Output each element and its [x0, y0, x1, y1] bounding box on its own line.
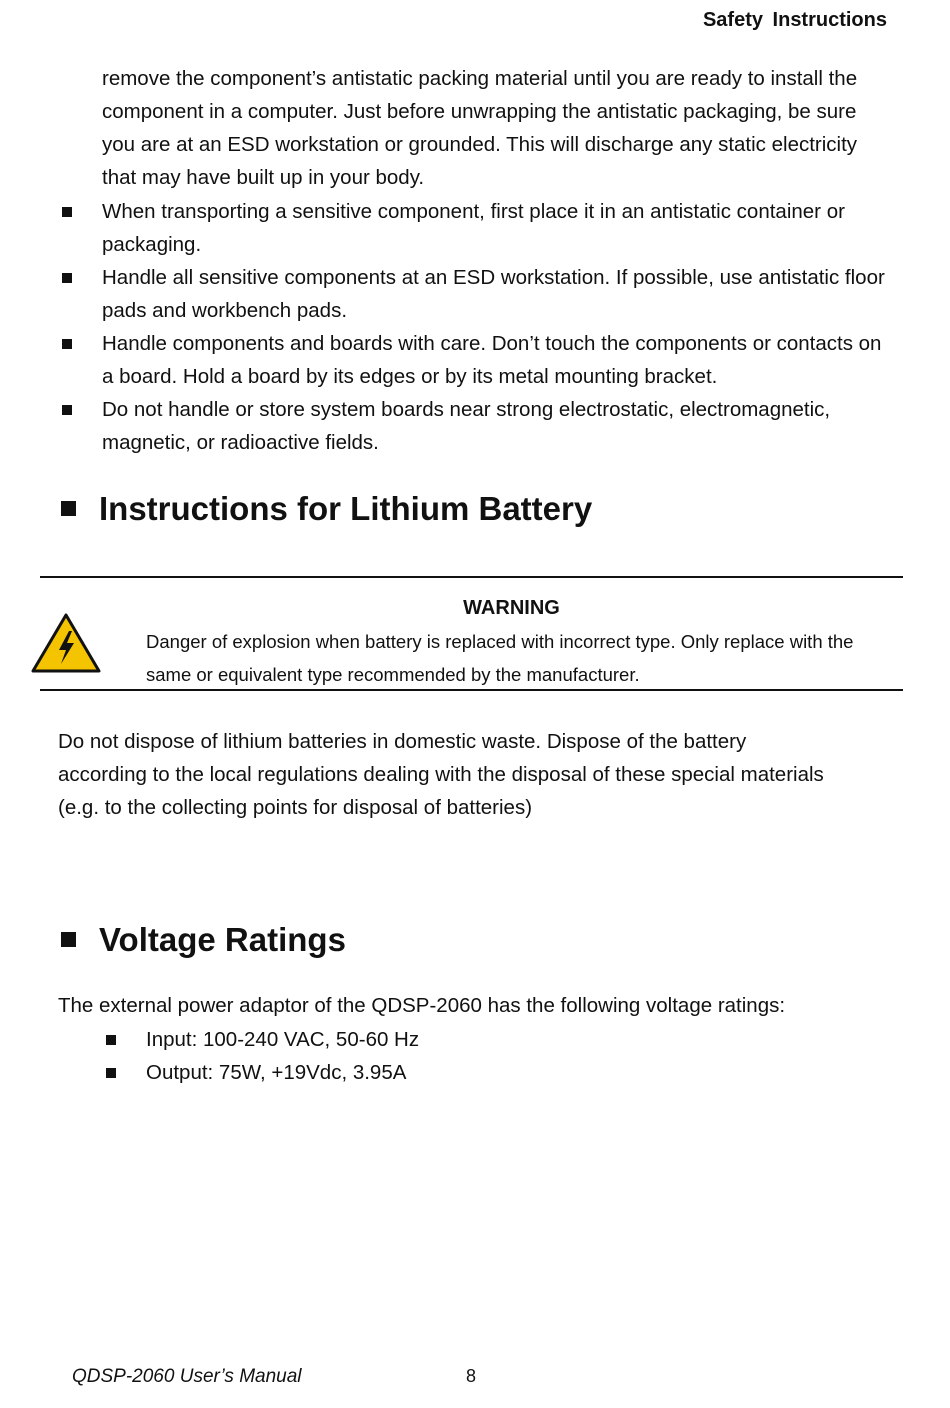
esd-bullet-text: Do not handle or store system boards near strong electrostatic, electromagnetic, magnetic, or radioactive fields. [102, 398, 831, 454]
warning-top-rule [40, 576, 903, 578]
esd-bullet-text: When transporting a sensitive component, first place it in an antistatic container or packaging. [102, 200, 845, 256]
square-bullet-icon [61, 501, 76, 516]
voltage-item [102, 1056, 406, 1089]
voltage-item-text: Input: 100-240 VAC, 50-60 Hz [146, 1028, 420, 1051]
esd-bullet-text: Handle all sensitive components at an ESD workstation. If possible, use antistatic floor pads and workbench pads. [102, 266, 885, 322]
page-header-title: Safety Instructions [702, 9, 887, 31]
battery-disposal-paragraph: Do not dispose of lithium batteries in domestic waste. Dispose of the battery according to the local regulations dealing with the disposal of these special materials (e.g. to the collecting points for disposal of batteries) [58, 730, 824, 819]
voltage-item [102, 1023, 419, 1056]
square-bullet-icon [62, 405, 72, 415]
esd-bullet-item [58, 195, 888, 261]
voltage-intro: The external power adaptor of the QDSP-2060 has the following voltage ratings: [58, 994, 786, 1017]
footer-manual-title: QDSP-2060 User’s Manual [72, 1366, 302, 1387]
square-bullet-icon [62, 207, 72, 217]
esd-bullet-item [58, 393, 888, 459]
square-bullet-icon [106, 1035, 116, 1045]
square-bullet-icon [106, 1068, 116, 1078]
warning-text: Danger of explosion when battery is replaced with incorrect type. Only replace with the same or equivalent type recommended by the manufacturer. [146, 631, 854, 685]
voltage-item-text: Output: 75W, +19Vdc, 3.95A [146, 1061, 407, 1084]
square-bullet-icon [62, 273, 72, 283]
square-bullet-icon [62, 339, 72, 349]
voltage-heading-text: Voltage Ratings [99, 921, 346, 958]
lithium-battery-heading [58, 490, 592, 528]
esd-bullet-item [58, 327, 888, 393]
lithium-heading-text: Instructions for Lithium Battery [99, 490, 593, 527]
warning-bottom-rule [40, 689, 903, 691]
esd-bullet-text: Handle components and boards with care. Don’t touch the components or contacts on a board. Hold a board by its edges or by its metal mounting bracket. [102, 332, 882, 388]
warning-title: WARNING [463, 597, 560, 619]
voltage-ratings-heading [58, 921, 346, 959]
footer-page-number: 8 [466, 1366, 477, 1386]
high-voltage-warning-icon [30, 612, 102, 674]
continuation-paragraph: remove the component’s antistatic packing material until you are ready to install the component in a computer. Just before unwrapping the antistatic packaging, be sure you are at an ESD workstation or grounded. This will discharge any static electricity that may have built up in your body. [102, 67, 858, 189]
esd-bullet-item [58, 261, 888, 327]
square-bullet-icon [61, 932, 76, 947]
